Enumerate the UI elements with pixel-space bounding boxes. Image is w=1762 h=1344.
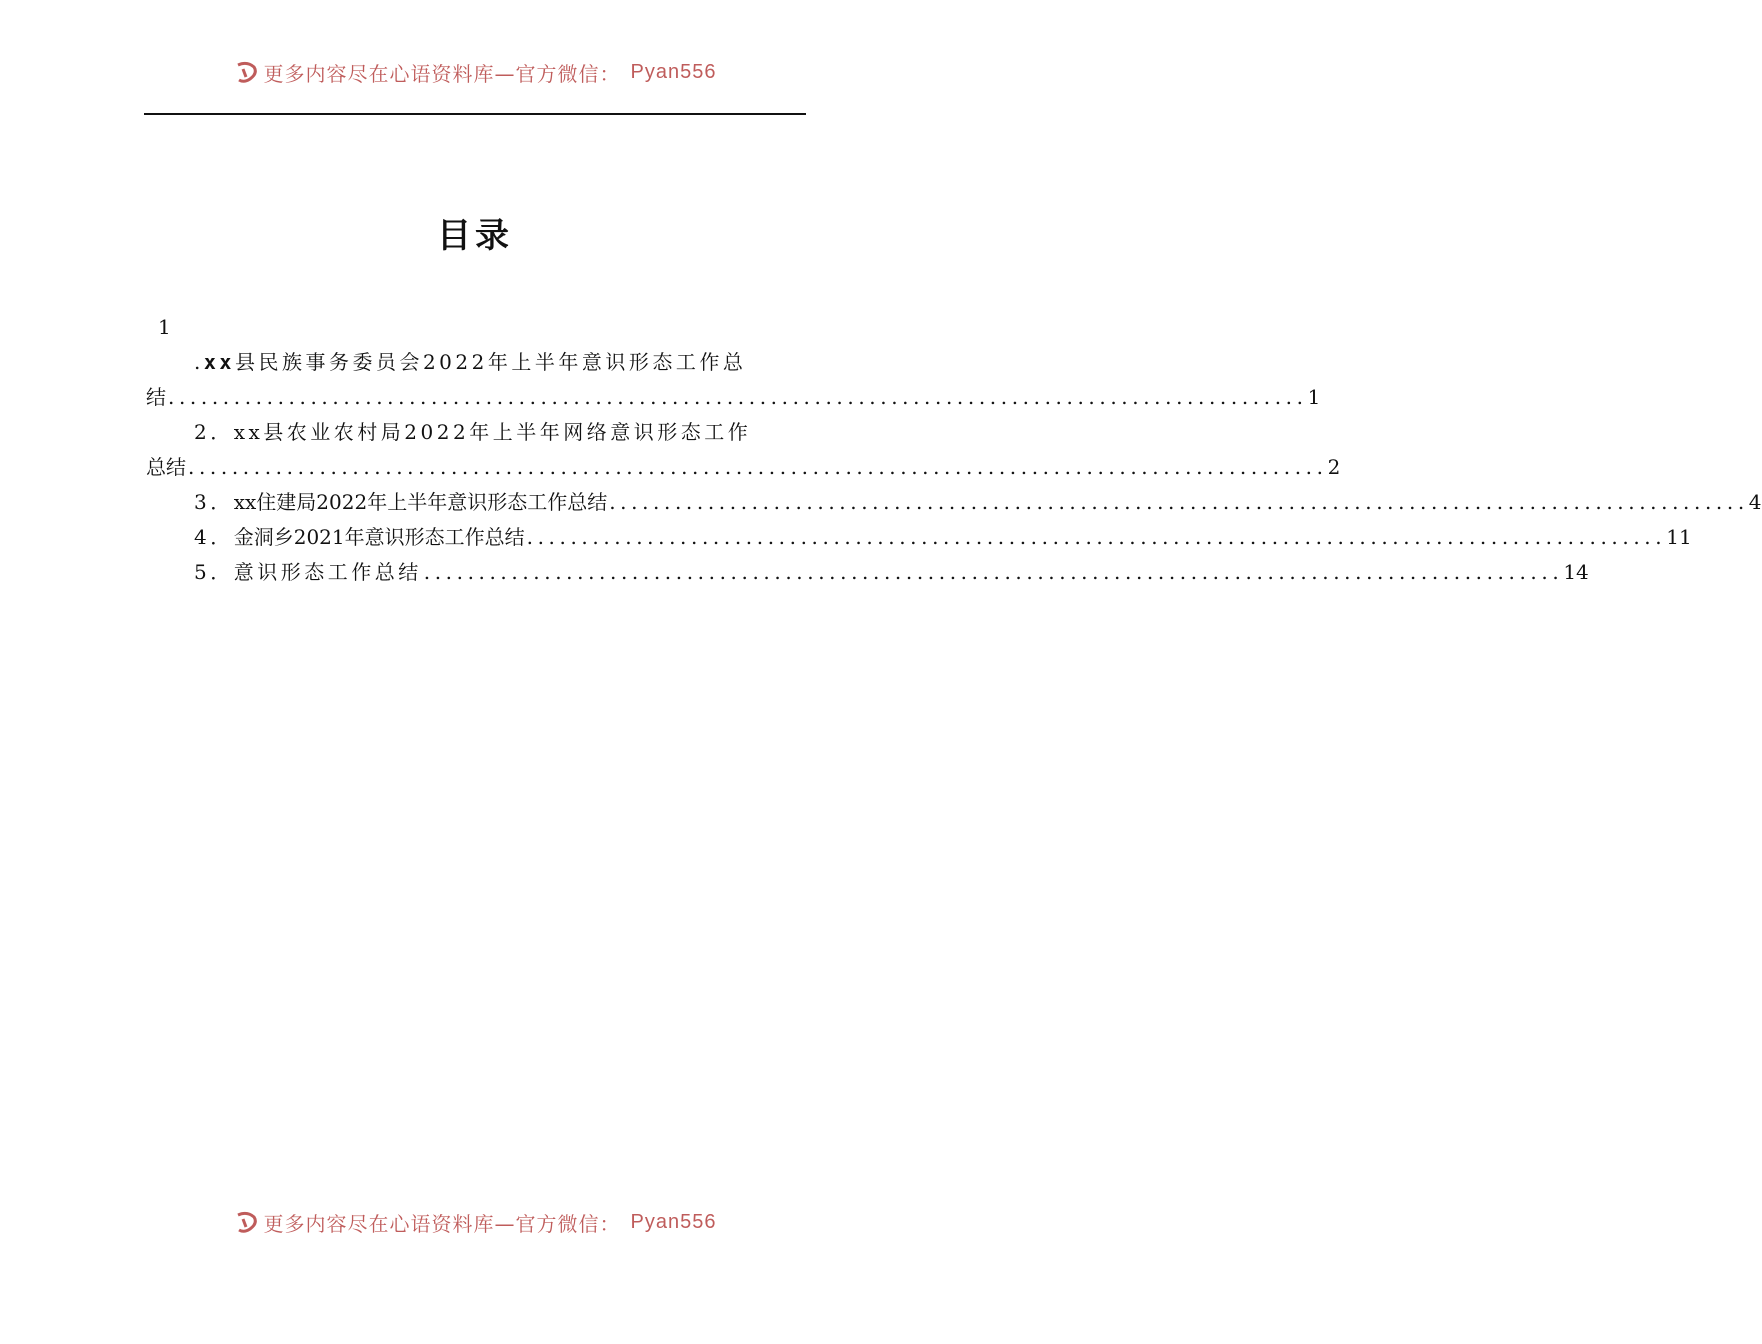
toc-item-page: 2 <box>1327 455 1341 479</box>
toc-item-3-line[interactable] <box>146 485 1762 520</box>
toc-item-title: xx住建局2022年上半年意识形态工作总结 <box>233 490 608 514</box>
toc-item-title-cont: 结 <box>146 385 166 409</box>
toc-item-1-number-line[interactable] <box>146 310 806 345</box>
dot-leader: ........................................................................................................ <box>526 525 1667 549</box>
toc-item-1-continuation-line[interactable] <box>146 380 1321 415</box>
banner-text: 更多内容尽在心语资料库—官方微信： <box>263 1211 621 1236</box>
header-rule <box>144 113 806 115</box>
toc-item-bold-part: xx <box>203 350 235 374</box>
toc-item-number: 3． <box>194 490 234 514</box>
toc-item-title: 意识形态工作总结 <box>233 560 422 584</box>
toc-item-page: 14 <box>1563 560 1589 584</box>
toc-item-1-title-line[interactable] <box>146 345 806 380</box>
toc-item-5-line[interactable] <box>146 555 1589 590</box>
logo-icon <box>234 1209 260 1235</box>
page-title: 目录 <box>437 216 513 256</box>
toc-item-title-cont: 总结 <box>146 455 186 479</box>
toc-item-title: 县民族事务委员会2022年上半年意识形态工作总 <box>234 350 747 374</box>
toc-item-number: 5． <box>194 560 234 584</box>
toc-item-prefix: . <box>194 350 204 374</box>
toc-item-title: xx县农业农村局2022年上半年网络意识形态工作 <box>233 420 752 444</box>
toc-item-title: 金洞乡2021年意识形态工作总结 <box>233 525 525 549</box>
dot-leader: ........................................................................................................ <box>168 385 1308 409</box>
table-of-contents <box>146 310 1762 590</box>
header-banner <box>0 58 950 86</box>
toc-item-2-continuation-line[interactable] <box>146 450 1341 485</box>
footer-banner <box>0 1208 950 1236</box>
logo-icon <box>234 59 260 85</box>
banner-code: Pyan556 <box>630 60 717 83</box>
toc-item-number: 1 <box>158 315 171 339</box>
toc-item-4-line[interactable] <box>146 520 1692 555</box>
banner-text: 更多内容尽在心语资料库—官方微信： <box>263 61 621 86</box>
toc-item-number: 4． <box>194 525 234 549</box>
toc-item-number: 2． <box>194 420 234 444</box>
banner-code: Pyan556 <box>630 1210 717 1233</box>
dot-leader: ........................................................................................................ <box>609 490 1749 514</box>
toc-item-page: 11 <box>1666 525 1692 549</box>
toc-item-2-title-line[interactable] <box>146 415 806 450</box>
dot-leader: ........................................................................................................ <box>188 455 1328 479</box>
toc-item-page: 1 <box>1307 385 1321 409</box>
dot-leader: ........................................................................................................ <box>423 560 1564 584</box>
toc-item-page: 4 <box>1748 490 1762 514</box>
